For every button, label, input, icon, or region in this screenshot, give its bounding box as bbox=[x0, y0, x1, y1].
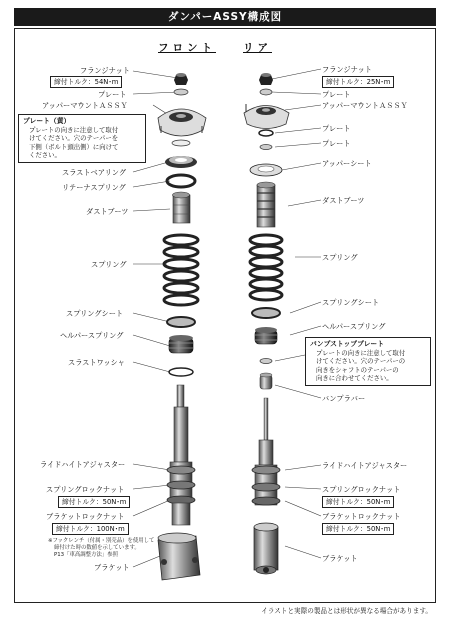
rear-helper-spring-label: ヘルパースプリング bbox=[322, 322, 386, 331]
rear-bracket-label: ブラケット bbox=[322, 554, 358, 563]
front-small-note-line: ※フックレンチ（付属・別売品）を使用して bbox=[48, 538, 155, 544]
front-heading: フロント bbox=[158, 42, 216, 54]
rear-plate-2 bbox=[259, 130, 273, 136]
rear-flange-nut bbox=[259, 73, 273, 85]
front-dust-boot bbox=[173, 192, 191, 223]
rear-damper-body bbox=[252, 398, 280, 505]
front-bracket-label: ブラケット bbox=[94, 563, 130, 572]
front-thrust-washer-label: スラストワッシャ bbox=[68, 358, 125, 367]
front-hook-wrench-note bbox=[48, 538, 154, 559]
front-spring-seat bbox=[167, 317, 195, 327]
rear-bracket bbox=[254, 523, 278, 574]
rear-note-body bbox=[310, 349, 426, 383]
front-plate-label: プレート bbox=[98, 90, 127, 99]
rear-upper-mount bbox=[244, 104, 289, 129]
rear-upper-seat-label: アッパーシート bbox=[322, 159, 372, 168]
rear-ride-height-adjuster-label: ライドハイトアジャスター bbox=[322, 461, 408, 470]
rear-bump-stop-plate bbox=[260, 359, 272, 364]
front-torque-bracket-lock: 締付トルク：100N･m bbox=[52, 523, 129, 535]
rear-bump-stop-note bbox=[305, 337, 431, 386]
rear-note-line: 向きに合わせてください。 bbox=[316, 374, 393, 383]
front-flange-nut bbox=[174, 73, 188, 85]
rear-torque-flange-nut: 締付トルク：25N･m bbox=[322, 76, 394, 88]
rear-dust-boot-label: ダストブーツ bbox=[322, 196, 365, 205]
rear-note-line: プレートの向きに注意して取付 bbox=[316, 348, 406, 357]
page-title: ダンパーASSY構成図 bbox=[14, 8, 436, 26]
front-spring-label: スプリング bbox=[91, 260, 127, 269]
rear-torque-bracket-lock: 締付トルク：50N･m bbox=[322, 523, 394, 535]
rear-bracket-lock-nut-label: ブラケットロックナット bbox=[322, 512, 401, 521]
front-damper-body bbox=[167, 385, 195, 525]
footer-disclaimer: イラストと実際の製品とは形状が異なる場合があります。 bbox=[261, 607, 432, 615]
front-note-line: けてください。穴のテーパーを bbox=[29, 134, 119, 143]
front-upper-mount-label: アッパーマウントＡＳＳＹ bbox=[42, 101, 128, 110]
rear-plate-3 bbox=[260, 145, 272, 150]
front-helper-spring bbox=[169, 335, 193, 353]
front-bracket-lock-nut-label: ブラケットロックナット bbox=[46, 512, 125, 521]
front-thrust-bearing-label: スラストベアリング bbox=[62, 168, 127, 177]
front-retainer-spring-label: リテーナスプリング bbox=[62, 183, 126, 192]
front-small-note-line: 締付けた時の数値を示しています。 bbox=[54, 545, 140, 551]
front-flange-nut-label: フランジナット bbox=[80, 66, 130, 75]
front-note-line: 下側（ボルト頭出側）に向けて bbox=[29, 142, 119, 151]
front-thrust-bearing bbox=[165, 156, 197, 168]
front-dust-boot-label: ダストブーツ bbox=[86, 207, 129, 216]
rear-spring-seat bbox=[252, 308, 280, 318]
front-note-body bbox=[23, 126, 141, 160]
rear-plate-label: プレート bbox=[322, 90, 351, 99]
front-torque-flange-nut: 締付トルク：54N･m bbox=[50, 76, 122, 88]
rear-spring-lock-nut-label: スプリングロックナット bbox=[322, 485, 401, 494]
front-small-note-line: P13「車高調整方法」参照 bbox=[54, 552, 119, 558]
rear-note-line: 向きをシャフトのテーパーの bbox=[316, 365, 399, 374]
rear-upper-mount-label: アッパーマウントＡＳＳＹ bbox=[322, 101, 408, 110]
front-torque-spring-lock: 締付トルク：50N･m bbox=[58, 496, 130, 508]
front-spring-lock-nut-label: スプリングロックナット bbox=[46, 485, 125, 494]
rear-helper-spring bbox=[255, 327, 277, 344]
front-plate-yellow bbox=[172, 140, 190, 146]
rear-bump-rubber-label: バンプラバー bbox=[322, 394, 366, 403]
rear-plate bbox=[260, 89, 272, 95]
rear-heading: リア bbox=[243, 42, 272, 54]
front-thrust-washer bbox=[169, 368, 193, 376]
front-spring bbox=[164, 235, 198, 305]
front-plate-note bbox=[18, 114, 146, 163]
rear-flange-nut-label: フランジナット bbox=[322, 65, 372, 74]
front-note-line: ください。 bbox=[29, 151, 61, 160]
front-spring-seat-label: スプリングシート bbox=[66, 309, 124, 318]
rear-spring bbox=[250, 235, 282, 300]
front-bracket bbox=[158, 533, 200, 580]
leader-lines bbox=[133, 69, 321, 567]
rear-upper-seat bbox=[250, 164, 282, 176]
rear-plate-3-label: プレート bbox=[322, 139, 351, 148]
rear-spring-seat-label: スプリングシート bbox=[322, 298, 380, 307]
rear-torque-spring-lock: 締付トルク：50N･m bbox=[322, 496, 394, 508]
rear-plate-2-label: プレート bbox=[322, 124, 351, 133]
rear-dust-boot bbox=[257, 182, 275, 227]
front-plate bbox=[174, 89, 188, 95]
front-helper-spring-label: ヘルパースプリング bbox=[60, 331, 124, 340]
rear-note-title: バンプストッププレート bbox=[310, 340, 385, 348]
front-ride-height-adjuster-label: ライドハイトアジャスター bbox=[40, 460, 126, 469]
front-note-title: プレート（黄） bbox=[23, 117, 71, 125]
rear-spring-label: スプリング bbox=[322, 253, 358, 262]
rear-bump-rubber bbox=[260, 373, 272, 389]
front-note-line: プレートの向きに注意して取付 bbox=[29, 125, 119, 134]
front-retainer-spring bbox=[167, 175, 195, 187]
rear-note-line: けてください。穴のテーパーの bbox=[316, 357, 406, 366]
front-upper-mount bbox=[158, 109, 206, 136]
